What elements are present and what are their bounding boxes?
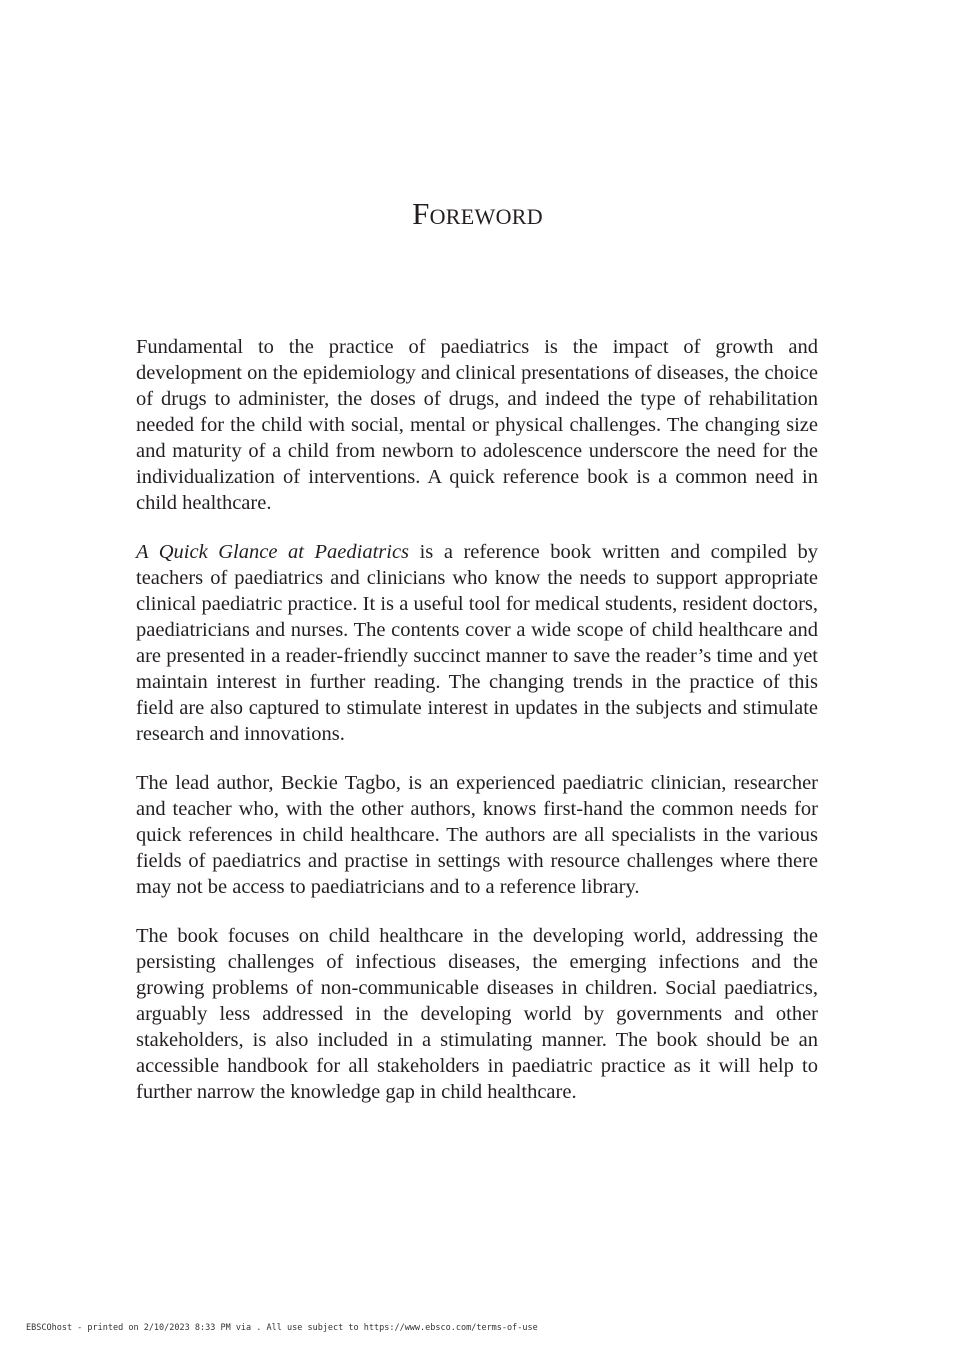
- paragraph-1-text: Fundamental to the practice of paediatrics is the impact of growth and development on the epidemiology and clinical presentations of diseases, the choice of drugs to administer, the doses of drugs, and indeed the type of rehabilitation needed for the child with social, mental or physical challenges. The changing size and maturity of a child from newborn to adolescence underscore the need for the individualization of interventions. A quick reference book is a common need in child healthcare.: [136, 336, 818, 514]
- footer-print-notice: EBSCOhost - printed on 2/10/2023 8:33 PM via . All use subject to https://www.ebsco.com/terms-of-use: [26, 1323, 538, 1333]
- paragraph-4: [136, 923, 818, 1105]
- paragraph-2: [136, 539, 818, 747]
- paragraph-1: [136, 334, 818, 516]
- foreword-body: [136, 334, 818, 1128]
- paragraph-3-text: The lead author, Beckie Tagbo, is an experienced paediatric clinician, researcher and teacher who, with the other authors, knows first-hand the common needs for quick references in child healthcare. The authors are all specialists in the various fields of paediatrics and practise in settings with resource challenges where there may not be access to paediatricians and to a reference library.: [136, 772, 818, 898]
- paragraph-3: [136, 770, 818, 900]
- paragraph-4-text: The book focuses on child healthcare in the developing world, addressing the persisting challenges of infectious diseases, the emerging infections and the growing problems of non-communicable diseases in children. Social paediatrics, arguably less addressed in the developing world by governments and other stakeholders, is also included in a stimulating manner. The book should be an accessible handbook for all stakeholders in paediatric practice as it will help to further narrow the knowledge gap in child healthcare.: [136, 925, 818, 1103]
- page-title: Foreword: [412, 196, 543, 231]
- book-title-italic: A Quick Glance at Paediatrics: [136, 541, 410, 563]
- paragraph-2-text: is a reference book written and compiled by teachers of paediatrics and clinicians who know the needs to support appropriate clinical paediatric practice. It is a useful tool for medical students, resident doctors, paediatricians and nurses. The contents cover a wide scope of child healthcare and are presented in a reader-friendly succinct manner to save the reader’s time and yet maintain interest in further reading. The changing trends in the practice of this field are also captured to stimulate interest in updates in the subjects and stimulate research and innovations.: [136, 541, 818, 745]
